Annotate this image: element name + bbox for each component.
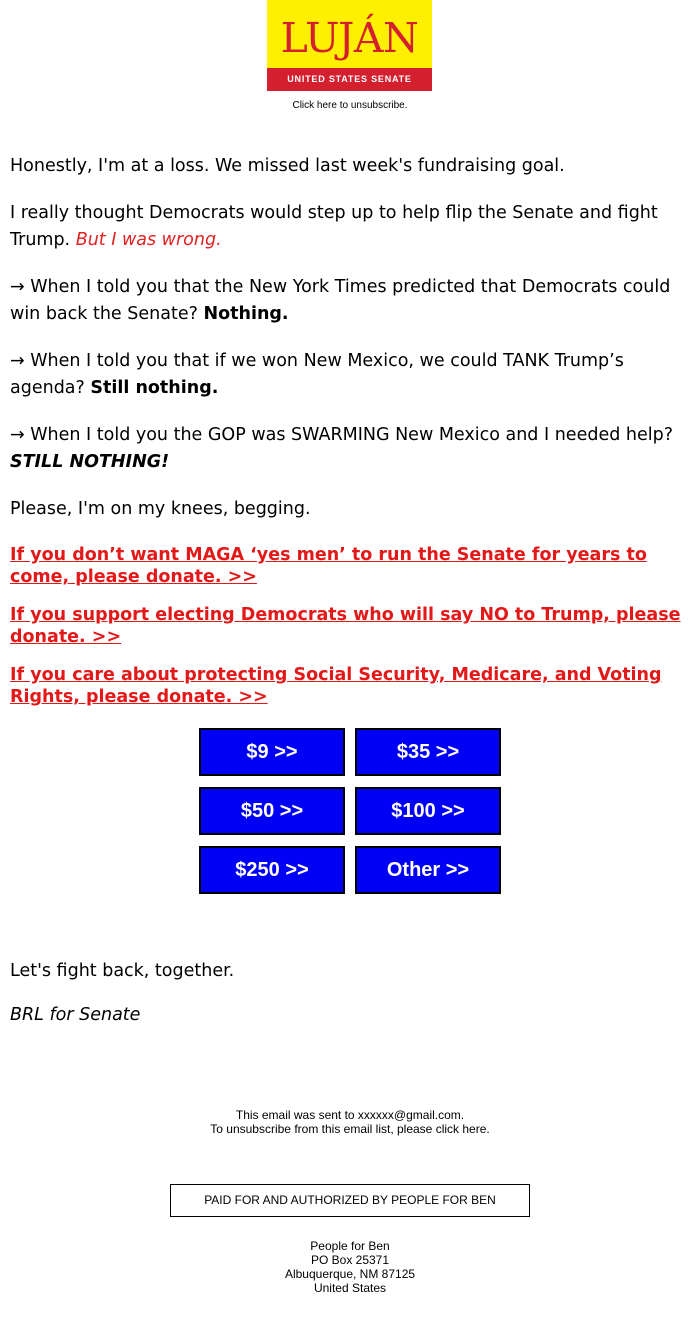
emphasis-text: STILL NOTHING! bbox=[10, 452, 170, 472]
donate-250-button[interactable]: $250 >> bbox=[199, 846, 345, 894]
emphasis-text: But I was wrong. bbox=[75, 230, 222, 250]
paragraph-text: I really thought Democrats would step up to help flip the Senate and fight Trump. bbox=[10, 203, 658, 250]
unsubscribe-link-top[interactable]: Click here to unsubscribe. bbox=[292, 100, 408, 111]
lujan-logo bbox=[267, 0, 432, 91]
closing-line: Let's fight back, together. bbox=[10, 961, 235, 981]
signature: BRL for Senate bbox=[10, 1005, 141, 1025]
address-line: Albuquerque, NM 87125 bbox=[284, 1267, 416, 1281]
paragraph-thought-democrats bbox=[10, 200, 690, 254]
donate-9-button[interactable]: $9 >> bbox=[199, 728, 345, 776]
footer-unsubscribe-suffix: . bbox=[486, 1122, 490, 1136]
address-line: PO Box 25371 bbox=[310, 1253, 390, 1267]
paid-for-disclaimer: PAID FOR AND AUTHORIZED BY PEOPLE FOR BEN bbox=[170, 1184, 530, 1217]
donate-cta-maga[interactable]: If you don’t want MAGA ‘yes men’ to run the Senate for years to come, please donate. >> bbox=[10, 545, 647, 587]
donate-100-button[interactable]: $100 >> bbox=[355, 787, 501, 835]
donate-other-button[interactable]: Other >> bbox=[355, 846, 501, 894]
footer-sent-to: This email was sent to xxxxxx@gmail.com. bbox=[235, 1108, 465, 1122]
paragraph-nyt bbox=[10, 274, 690, 328]
paragraph-text: → When I told you that if we won New Mexico, we could TANK Trump’s agenda? bbox=[10, 351, 624, 398]
donate-50-button[interactable]: $50 >> bbox=[199, 787, 345, 835]
footer-unsubscribe-link[interactable]: click here bbox=[435, 1122, 487, 1136]
donate-cta-democrats[interactable]: If you support electing Democrats who will say NO to Trump, please donate. >> bbox=[10, 605, 681, 647]
paragraph-tank-agenda bbox=[10, 348, 690, 402]
paragraph-text: → When I told you the GOP was SWARMING New Mexico and I needed help? bbox=[10, 425, 673, 445]
paragraph-missed-goal: Honestly, I'm at a loss. We missed last week's fundraising goal. bbox=[10, 156, 565, 176]
paragraph-text: → When I told you that the New York Times predicted that Democrats could win back the Senate? bbox=[10, 277, 671, 324]
footer-unsubscribe-prefix: To unsubscribe from this email list, please bbox=[210, 1122, 433, 1136]
emphasis-text: Nothing. bbox=[203, 304, 289, 324]
logo-subtitle: UNITED STATES SENATE bbox=[267, 68, 432, 91]
address-line: United States bbox=[313, 1281, 387, 1295]
logo-name: LUJÁN bbox=[280, 14, 419, 62]
donate-35-button[interactable]: $35 >> bbox=[355, 728, 501, 776]
address-line: People for Ben bbox=[310, 1239, 390, 1253]
paragraph-begging: Please, I'm on my knees, begging. bbox=[10, 499, 311, 519]
footer-unsubscribe bbox=[0, 1122, 700, 1136]
paragraph-gop-swarming bbox=[10, 422, 690, 476]
emphasis-text: Still nothing. bbox=[90, 378, 219, 398]
donate-cta-social-security[interactable]: If you care about protecting Social Security, Medicare, and Voting Rights, please donate. >> bbox=[10, 665, 662, 707]
